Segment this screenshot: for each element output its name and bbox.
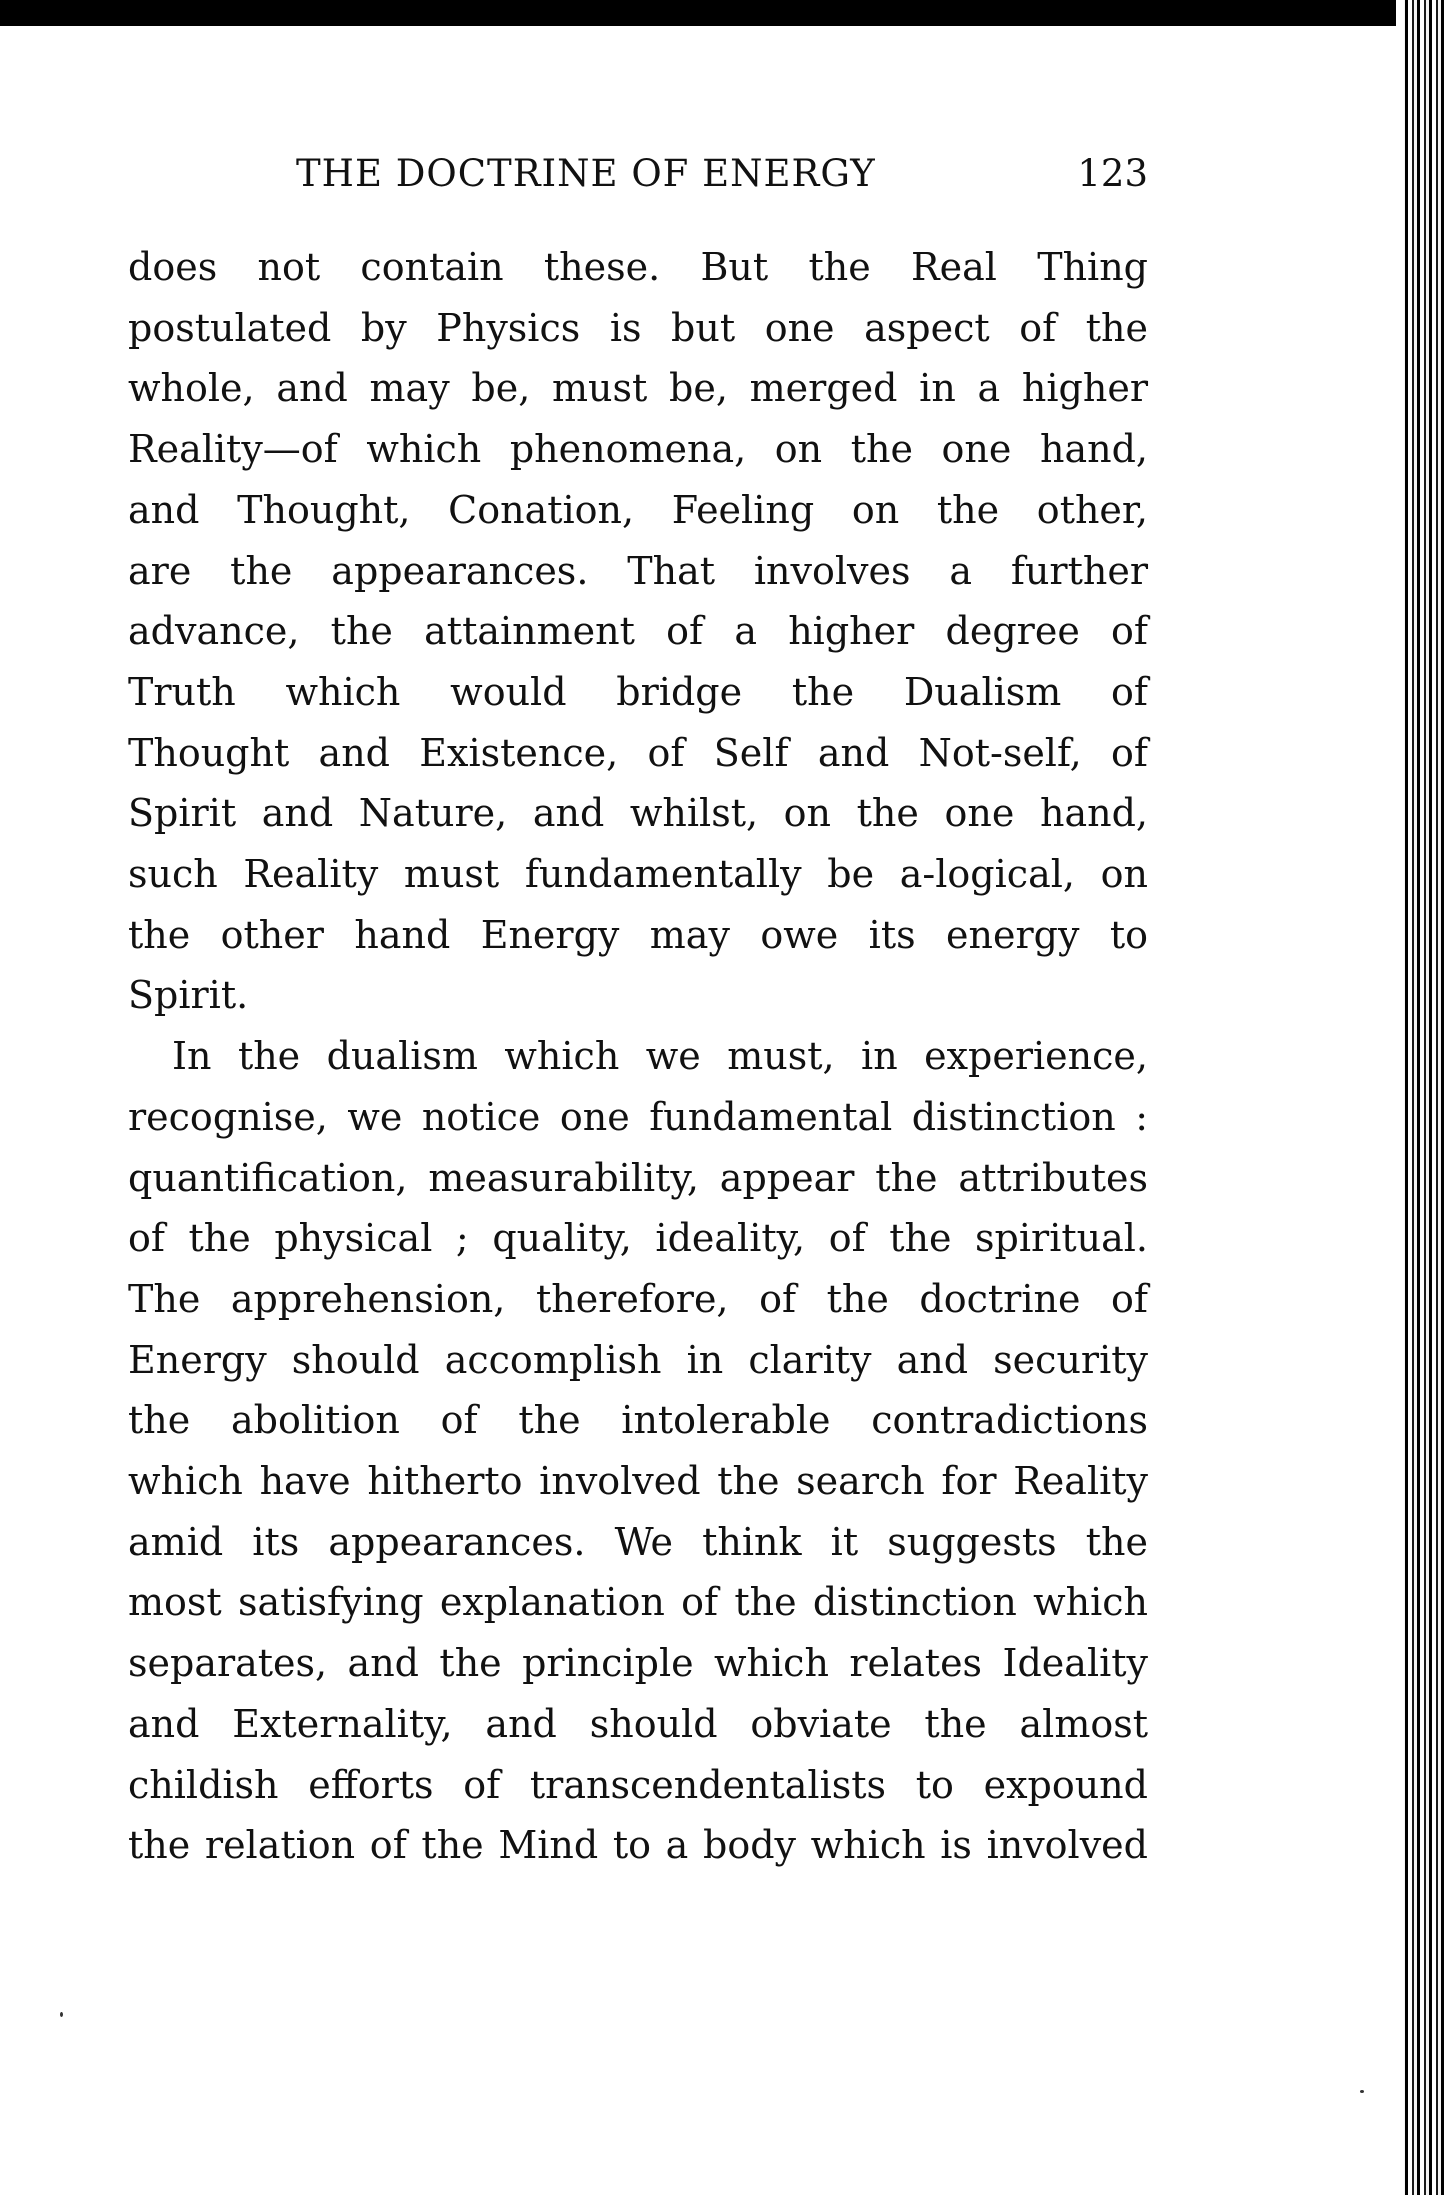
running-head <box>128 152 1148 212</box>
text-line: and Externality, and should obviate the almost <box>128 1701 1148 1746</box>
text-line: does not contain these. But the Real Thing <box>128 245 1148 289</box>
text-line: and Thought, Conation, Feeling on the other, <box>128 487 1148 532</box>
text-line: most satisfying explanation of the distinction which <box>128 1580 1148 1625</box>
text-line: The apprehension, therefore, of the doctrine of <box>128 1276 1148 1321</box>
text-line: childish efforts of transcendentalists to expound <box>128 1762 1148 1807</box>
text-line: postulated by Physics is but one aspect of the <box>128 305 1148 350</box>
text-line: quantification, measurability, appear the attributes <box>128 1155 1148 1200</box>
page-binding-edge <box>1396 0 1444 2195</box>
text-line: Spirit. <box>128 973 249 1018</box>
text-line: Reality—of which phenomena, on the one hand, <box>128 427 1148 472</box>
text-line: Spirit and Nature, and whilst, on the one hand, <box>128 791 1148 836</box>
text-line: recognise, we notice one fundamental distinction : <box>128 1094 1148 1139</box>
paragraph-1 <box>128 237 1148 1026</box>
text-line: the abolition of the intolerable contradictions <box>128 1398 1148 1443</box>
text-line: such Reality must fundamentally be a-logical, on <box>128 852 1148 897</box>
text-line: are the appearances. That involves a further <box>128 548 1148 593</box>
text-line: In the dualism which we must, in experience, <box>172 1034 1148 1079</box>
text-line: separates, and the principle which relates Ideality <box>128 1641 1148 1686</box>
text-line: amid its appearances. We think it suggests the <box>128 1519 1148 1564</box>
body-text <box>128 237 1148 1876</box>
text-line: of the physical ; quality, ideality, of the spiritual. <box>128 1216 1148 1261</box>
text-line: Thought and Existence, of Self and Not-self, of <box>128 730 1148 775</box>
text-line: the relation of the Mind to a body which is involved <box>128 1823 1148 1868</box>
text-line: which have hitherto involved the search for Reality <box>128 1459 1148 1504</box>
paragraph-2 <box>128 1026 1148 1876</box>
text-line: Energy should accomplish in clarity and security <box>128 1337 1148 1382</box>
ink-speck <box>60 2012 63 2017</box>
text-line: Truth which would bridge the Dualism of <box>128 669 1148 714</box>
page-number: 123 <box>1077 152 1148 195</box>
running-head-title: THE DOCTRINE OF ENERGY <box>296 152 876 195</box>
scan-top-border <box>0 0 1444 26</box>
ink-speck <box>1360 2090 1364 2093</box>
text-line: advance, the attainment of a higher degree of <box>128 609 1148 654</box>
text-line: whole, and may be, must be, merged in a higher <box>128 366 1148 411</box>
text-line: the other hand Energy may owe its energy to <box>128 912 1148 957</box>
